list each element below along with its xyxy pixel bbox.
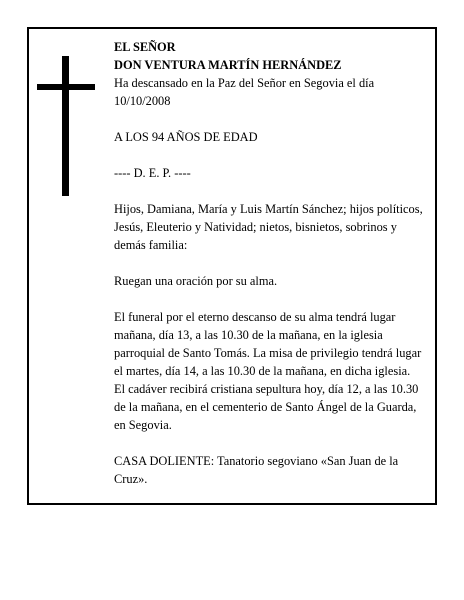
prayer-request: Ruegan una oración por su alma.: [114, 274, 278, 288]
family-paragraph: Hijos, Damiana, María y Luis Martín Sánchez; hijos políticos, Jesús, Eleuterio y Natividad; nietos, bisnietos, sobrinos y demás familia:: [114, 202, 423, 252]
title-line-1: EL SEÑOR: [114, 40, 176, 54]
age-line: A LOS 94 AÑOS DE EDAD: [114, 130, 258, 144]
obituary-text: [114, 38, 424, 488]
funeral-paragraph: El funeral por el eterno descanso de su alma tendrá lugar mañana, día 13, a las 10.30 de la mañana, en la iglesia parroquial de Santo Tomás. La misa de privilegio tendrá lugar el martes, día 14, a las 10.30 de la mañana, en dicha iglesia. El cadáver recibirá cristiana sepultura hoy, día 12, a las 10.30 de la mañana, en el cementerio de Santo Ángel de la Guarda, en Segovia.: [114, 310, 422, 432]
cross-horizontal-bar: [37, 84, 95, 90]
mourning-house: CASA DOLIENTE: Tanatorio segoviano «San Juan de la Cruz».: [114, 454, 399, 486]
rip-line: ---- D. E. P. ----: [114, 166, 191, 180]
cross-vertical-bar: [62, 56, 69, 196]
death-statement: Ha descansado en la Paz del Señor en Segovia el día 10/10/2008: [114, 76, 375, 108]
deceased-name: DON VENTURA MARTÍN HERNÁNDEZ: [114, 58, 342, 72]
